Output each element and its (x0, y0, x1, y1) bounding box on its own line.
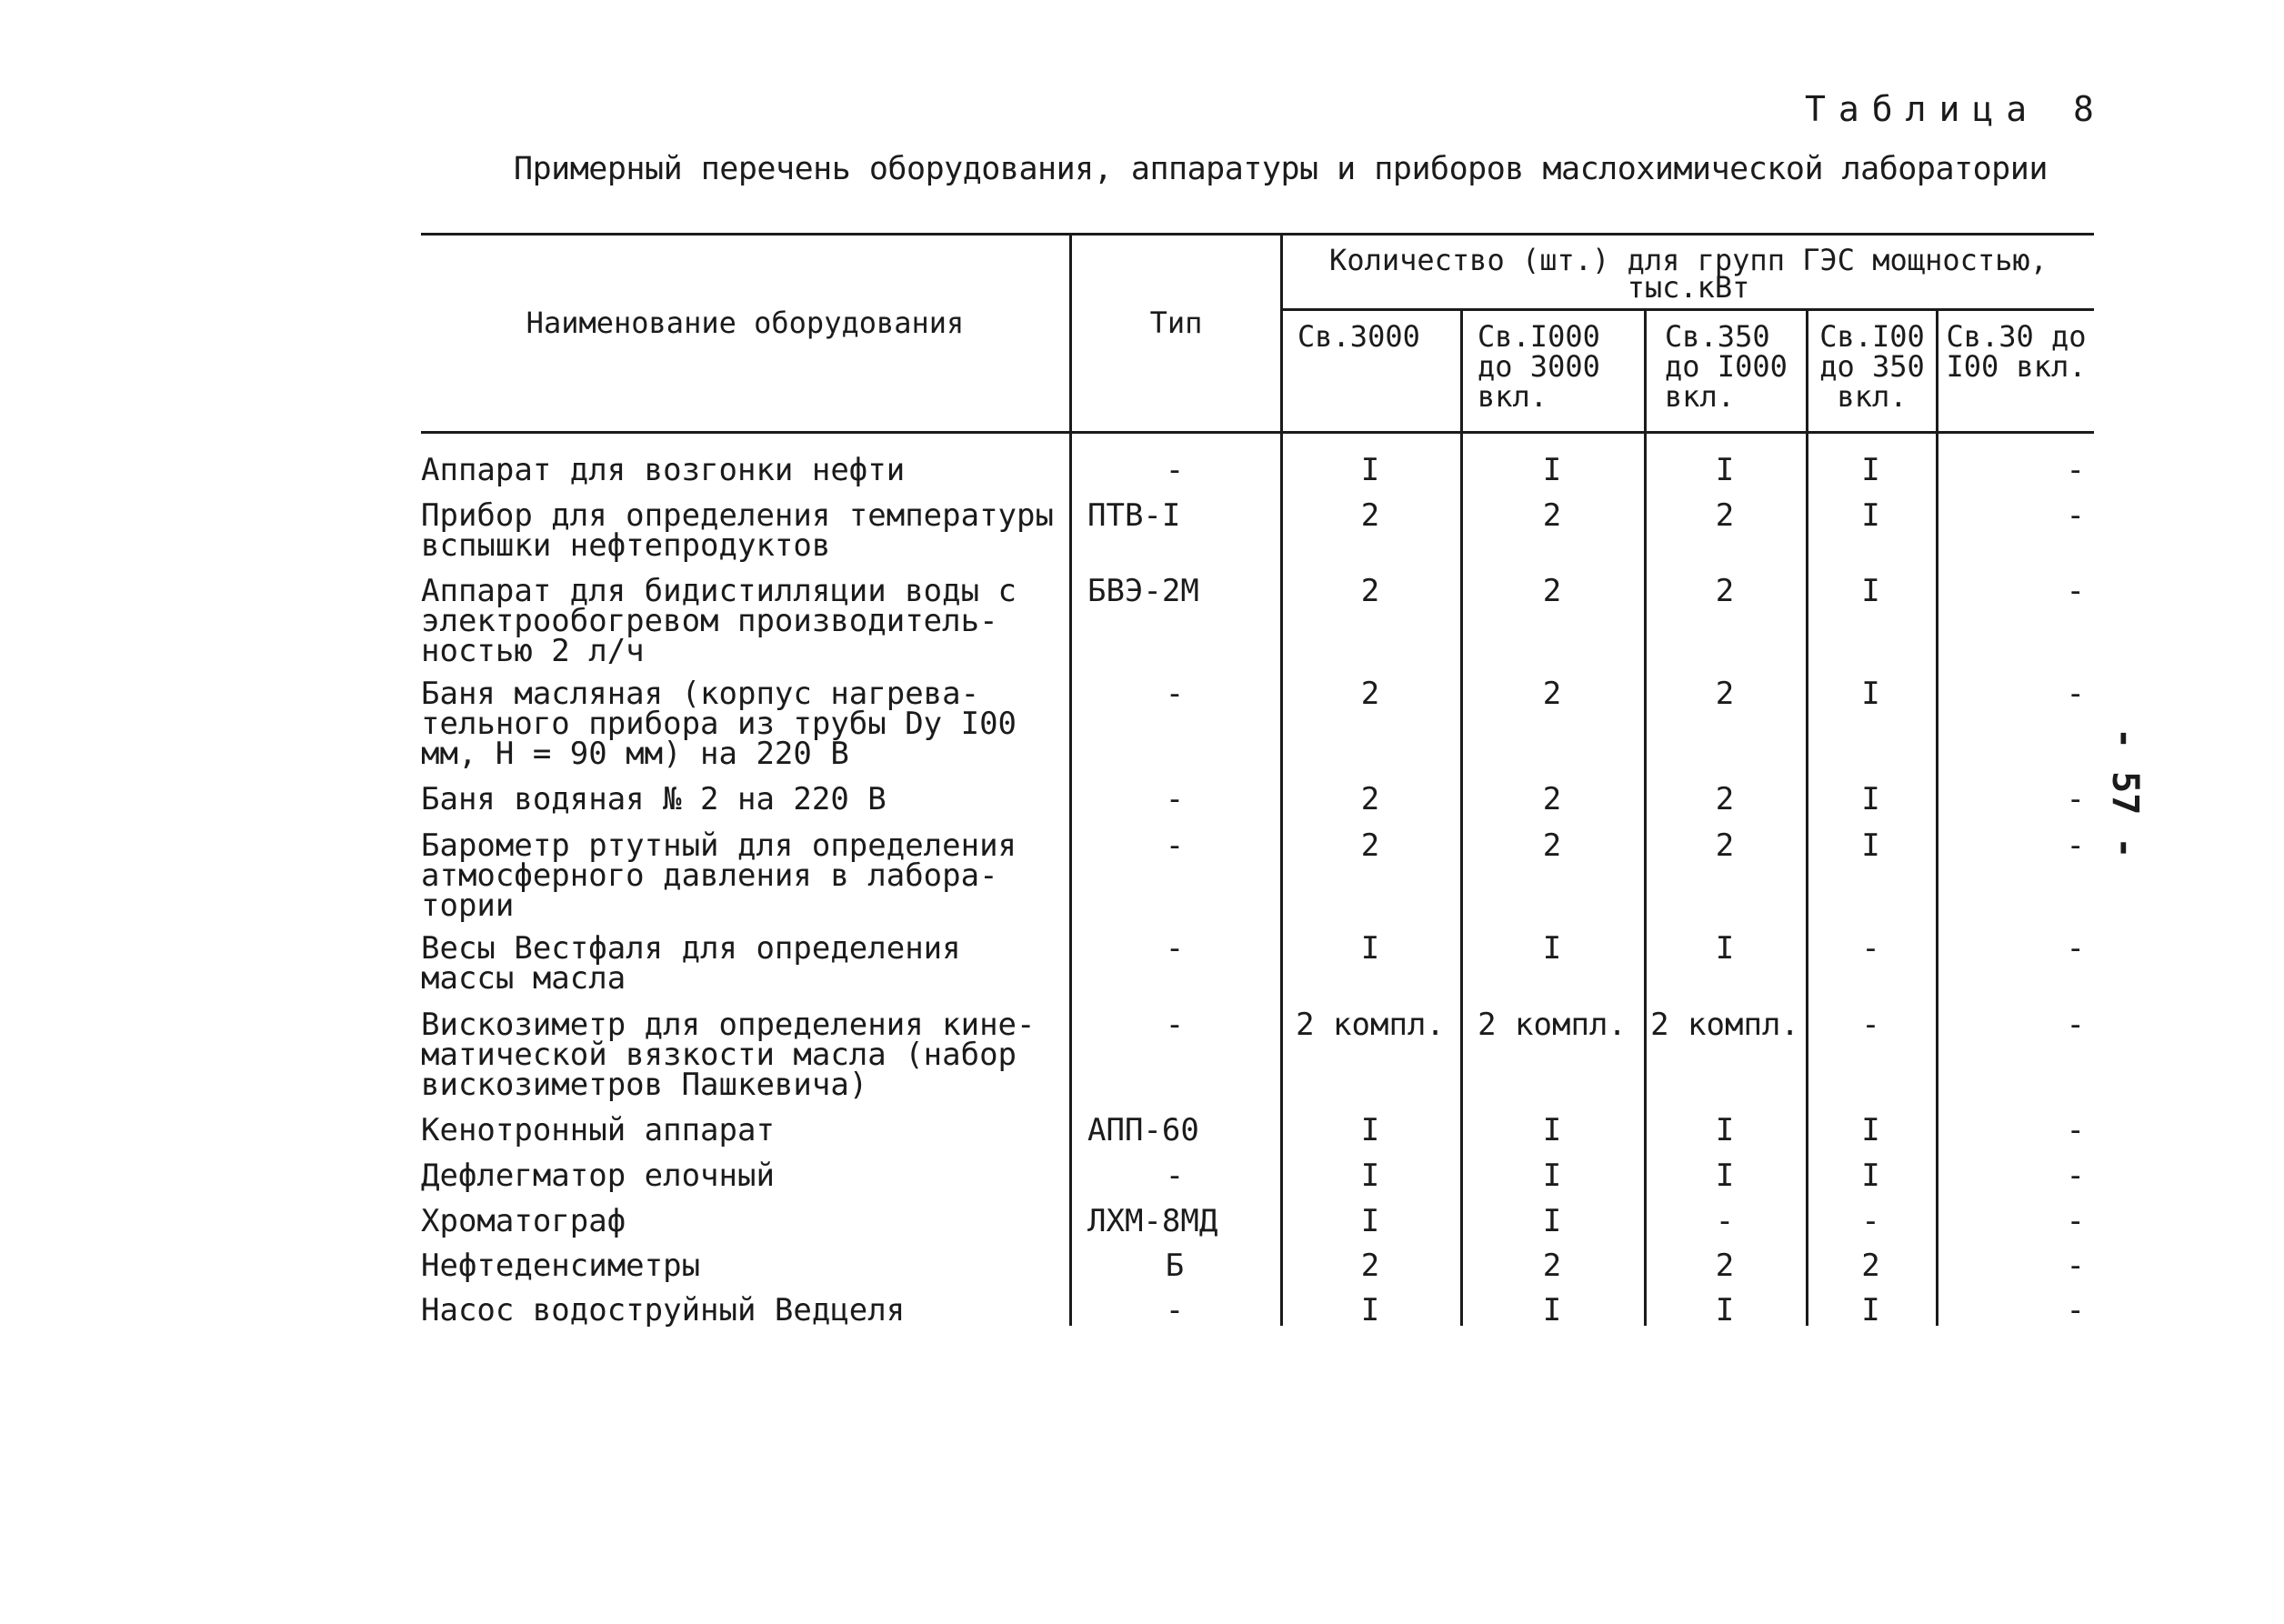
cell-type: ПТВ-I (1087, 497, 1181, 534)
header-col-1: Св.3000 (1280, 311, 1460, 431)
cell-qty-5: - (2066, 827, 2085, 864)
cell-type: - (1165, 930, 1185, 967)
cell-qty-2: 2 (1542, 573, 1562, 609)
cell-qty-5: - (2066, 1248, 2085, 1284)
cell-qty-4: I (1861, 573, 1880, 609)
cell-qty-5: - (2066, 497, 2085, 534)
cell-qty-3: - (1715, 1203, 1735, 1239)
cell-type: - (1165, 1158, 1185, 1194)
cell-qty-4: I (1861, 781, 1880, 817)
cell-type: Б (1165, 1248, 1185, 1284)
cell-qty-4: I (1861, 452, 1880, 488)
cell-qty-3: I (1715, 1158, 1735, 1194)
header-col-3: Св.350 до I000 вкл. (1644, 311, 1806, 431)
cell-type: БВЭ-2М (1087, 573, 1199, 609)
cell-qty-3: I (1715, 1112, 1735, 1148)
cell-qty-1: I (1360, 1203, 1380, 1239)
cell-qty-4: I (1861, 497, 1880, 534)
cell-qty-4: I (1861, 827, 1880, 864)
cell-qty-5: - (2066, 1007, 2085, 1043)
cell-qty-5: - (2066, 1112, 2085, 1148)
cell-qty-5: - (2066, 930, 2085, 967)
cell-qty-2: I (1542, 452, 1562, 488)
cell-name: Аппарат для возгонки нефти (421, 452, 906, 488)
cell-qty-1: 2 компл. (1296, 1007, 1445, 1043)
cell-qty-5: - (2066, 781, 2085, 817)
table-caption: Примерный перечень оборудования, аппаратуры и приборов маслохимической лаборатории (514, 151, 2048, 187)
cell-qty-3: 2 компл. (1650, 1007, 1799, 1043)
cell-qty-5: - (2066, 1158, 2085, 1194)
cell-qty-1: 2 (1360, 1248, 1380, 1284)
cell-qty-3: 2 (1715, 676, 1735, 712)
cell-name: Баня масляная (корпус нагрева- тельного прибора из трубы Dу I00 мм, Н = 90 мм) на 220 В (421, 676, 1017, 772)
table-label: Таблица 8 (1805, 89, 2107, 129)
cell-type: АПП-60 (1087, 1112, 1199, 1148)
cell-qty-3: 2 (1715, 1248, 1735, 1284)
cell-type: - (1165, 452, 1185, 488)
cell-qty-1: I (1360, 1292, 1380, 1328)
header-col-5: Св.30 до I00 вкл. (1936, 311, 2094, 431)
cell-name: Хроматограф (421, 1203, 626, 1239)
cell-qty-2: 2 компл. (1478, 1007, 1627, 1043)
cell-qty-4: I (1861, 1158, 1880, 1194)
cell-qty-5: - (2066, 1203, 2085, 1239)
header-name: Наименование оборудования (526, 306, 965, 340)
cell-name: Барометр ртутный для определения атмосферного давления в лабора- тории (421, 827, 1017, 924)
cell-qty-1: 2 (1360, 827, 1380, 864)
cell-name: Кенотронный аппарат (421, 1112, 775, 1148)
cell-qty-4: - (1861, 1007, 1880, 1043)
cell-qty-4: - (1861, 930, 1880, 967)
cell-type: - (1165, 1292, 1185, 1328)
cell-qty-5: - (2066, 676, 2085, 712)
cell-name: Прибор для определения температуры вспышки нефтепродуктов (421, 497, 1054, 564)
cell-qty-1: 2 (1360, 497, 1380, 534)
cell-qty-1: I (1360, 452, 1380, 488)
cell-name: Вискозиметр для определения кине- матической вязкости масла (набор вискозиметров Пашкевича) (421, 1007, 1036, 1103)
cell-type: - (1165, 827, 1185, 864)
cell-name: Нефтеденсиметры (421, 1248, 701, 1284)
cell-name: Насос водоструйный Ведцеля (421, 1292, 906, 1328)
cell-qty-4: I (1861, 676, 1880, 712)
cell-qty-3: I (1715, 452, 1735, 488)
cell-name: Дефлегматор елочный (421, 1158, 775, 1194)
header-group: Количество (шт.) для групп ГЭС мощностью, тыс.кВт (1280, 236, 2094, 311)
cell-qty-3: 2 (1715, 497, 1735, 534)
cell-qty-3: I (1715, 1292, 1735, 1328)
cell-qty-3: 2 (1715, 827, 1735, 864)
cell-qty-2: I (1542, 1203, 1562, 1239)
header-type: Тип (1069, 236, 1280, 431)
cell-qty-1: I (1360, 1158, 1380, 1194)
cell-qty-1: 2 (1360, 676, 1380, 712)
cell-qty-2: 2 (1542, 827, 1562, 864)
cell-qty-2: 2 (1542, 781, 1562, 817)
cell-type: - (1165, 1007, 1185, 1043)
cell-name: Баня водяная № 2 на 220 В (421, 781, 887, 817)
cell-qty-4: - (1861, 1203, 1880, 1239)
header-col-2: Св.I000 до 3000 вкл. (1460, 311, 1644, 431)
cell-qty-2: 2 (1542, 497, 1562, 534)
cell-qty-4: I (1861, 1292, 1880, 1328)
cell-type: - (1165, 676, 1185, 712)
cell-qty-2: 2 (1542, 676, 1562, 712)
cell-name: Весы Вестфаля для определения массы масла (421, 930, 961, 997)
cell-qty-1: I (1360, 930, 1380, 967)
cell-qty-4: I (1861, 1112, 1880, 1148)
cell-qty-1: I (1360, 1112, 1380, 1148)
header-col-4: Св.I00 до 350 вкл. (1806, 311, 1936, 431)
table-body (421, 428, 2094, 1326)
cell-qty-1: 2 (1360, 573, 1380, 609)
cell-qty-3: 2 (1715, 573, 1735, 609)
cell-type: ЛХМ-8МД (1087, 1203, 1218, 1239)
cell-qty-5: - (2066, 1292, 2085, 1328)
cell-qty-3: 2 (1715, 781, 1735, 817)
cell-qty-5: - (2066, 573, 2085, 609)
cell-qty-3: I (1715, 930, 1735, 967)
cell-qty-5: - (2066, 452, 2085, 488)
cell-qty-2: I (1542, 1112, 1562, 1148)
cell-qty-4: 2 (1861, 1248, 1880, 1284)
cell-qty-2: 2 (1542, 1248, 1562, 1284)
cell-type: - (1165, 781, 1185, 817)
cell-name: Аппарат для бидистилляции воды с электрообогревом производитель- ностью 2 л/ч (421, 573, 1017, 669)
cell-qty-2: I (1542, 1158, 1562, 1194)
table-header (421, 233, 2094, 434)
cell-qty-2: I (1542, 930, 1562, 967)
cell-qty-2: I (1542, 1292, 1562, 1328)
page-number: - 57 - (2104, 727, 2146, 859)
cell-qty-1: 2 (1360, 781, 1380, 817)
